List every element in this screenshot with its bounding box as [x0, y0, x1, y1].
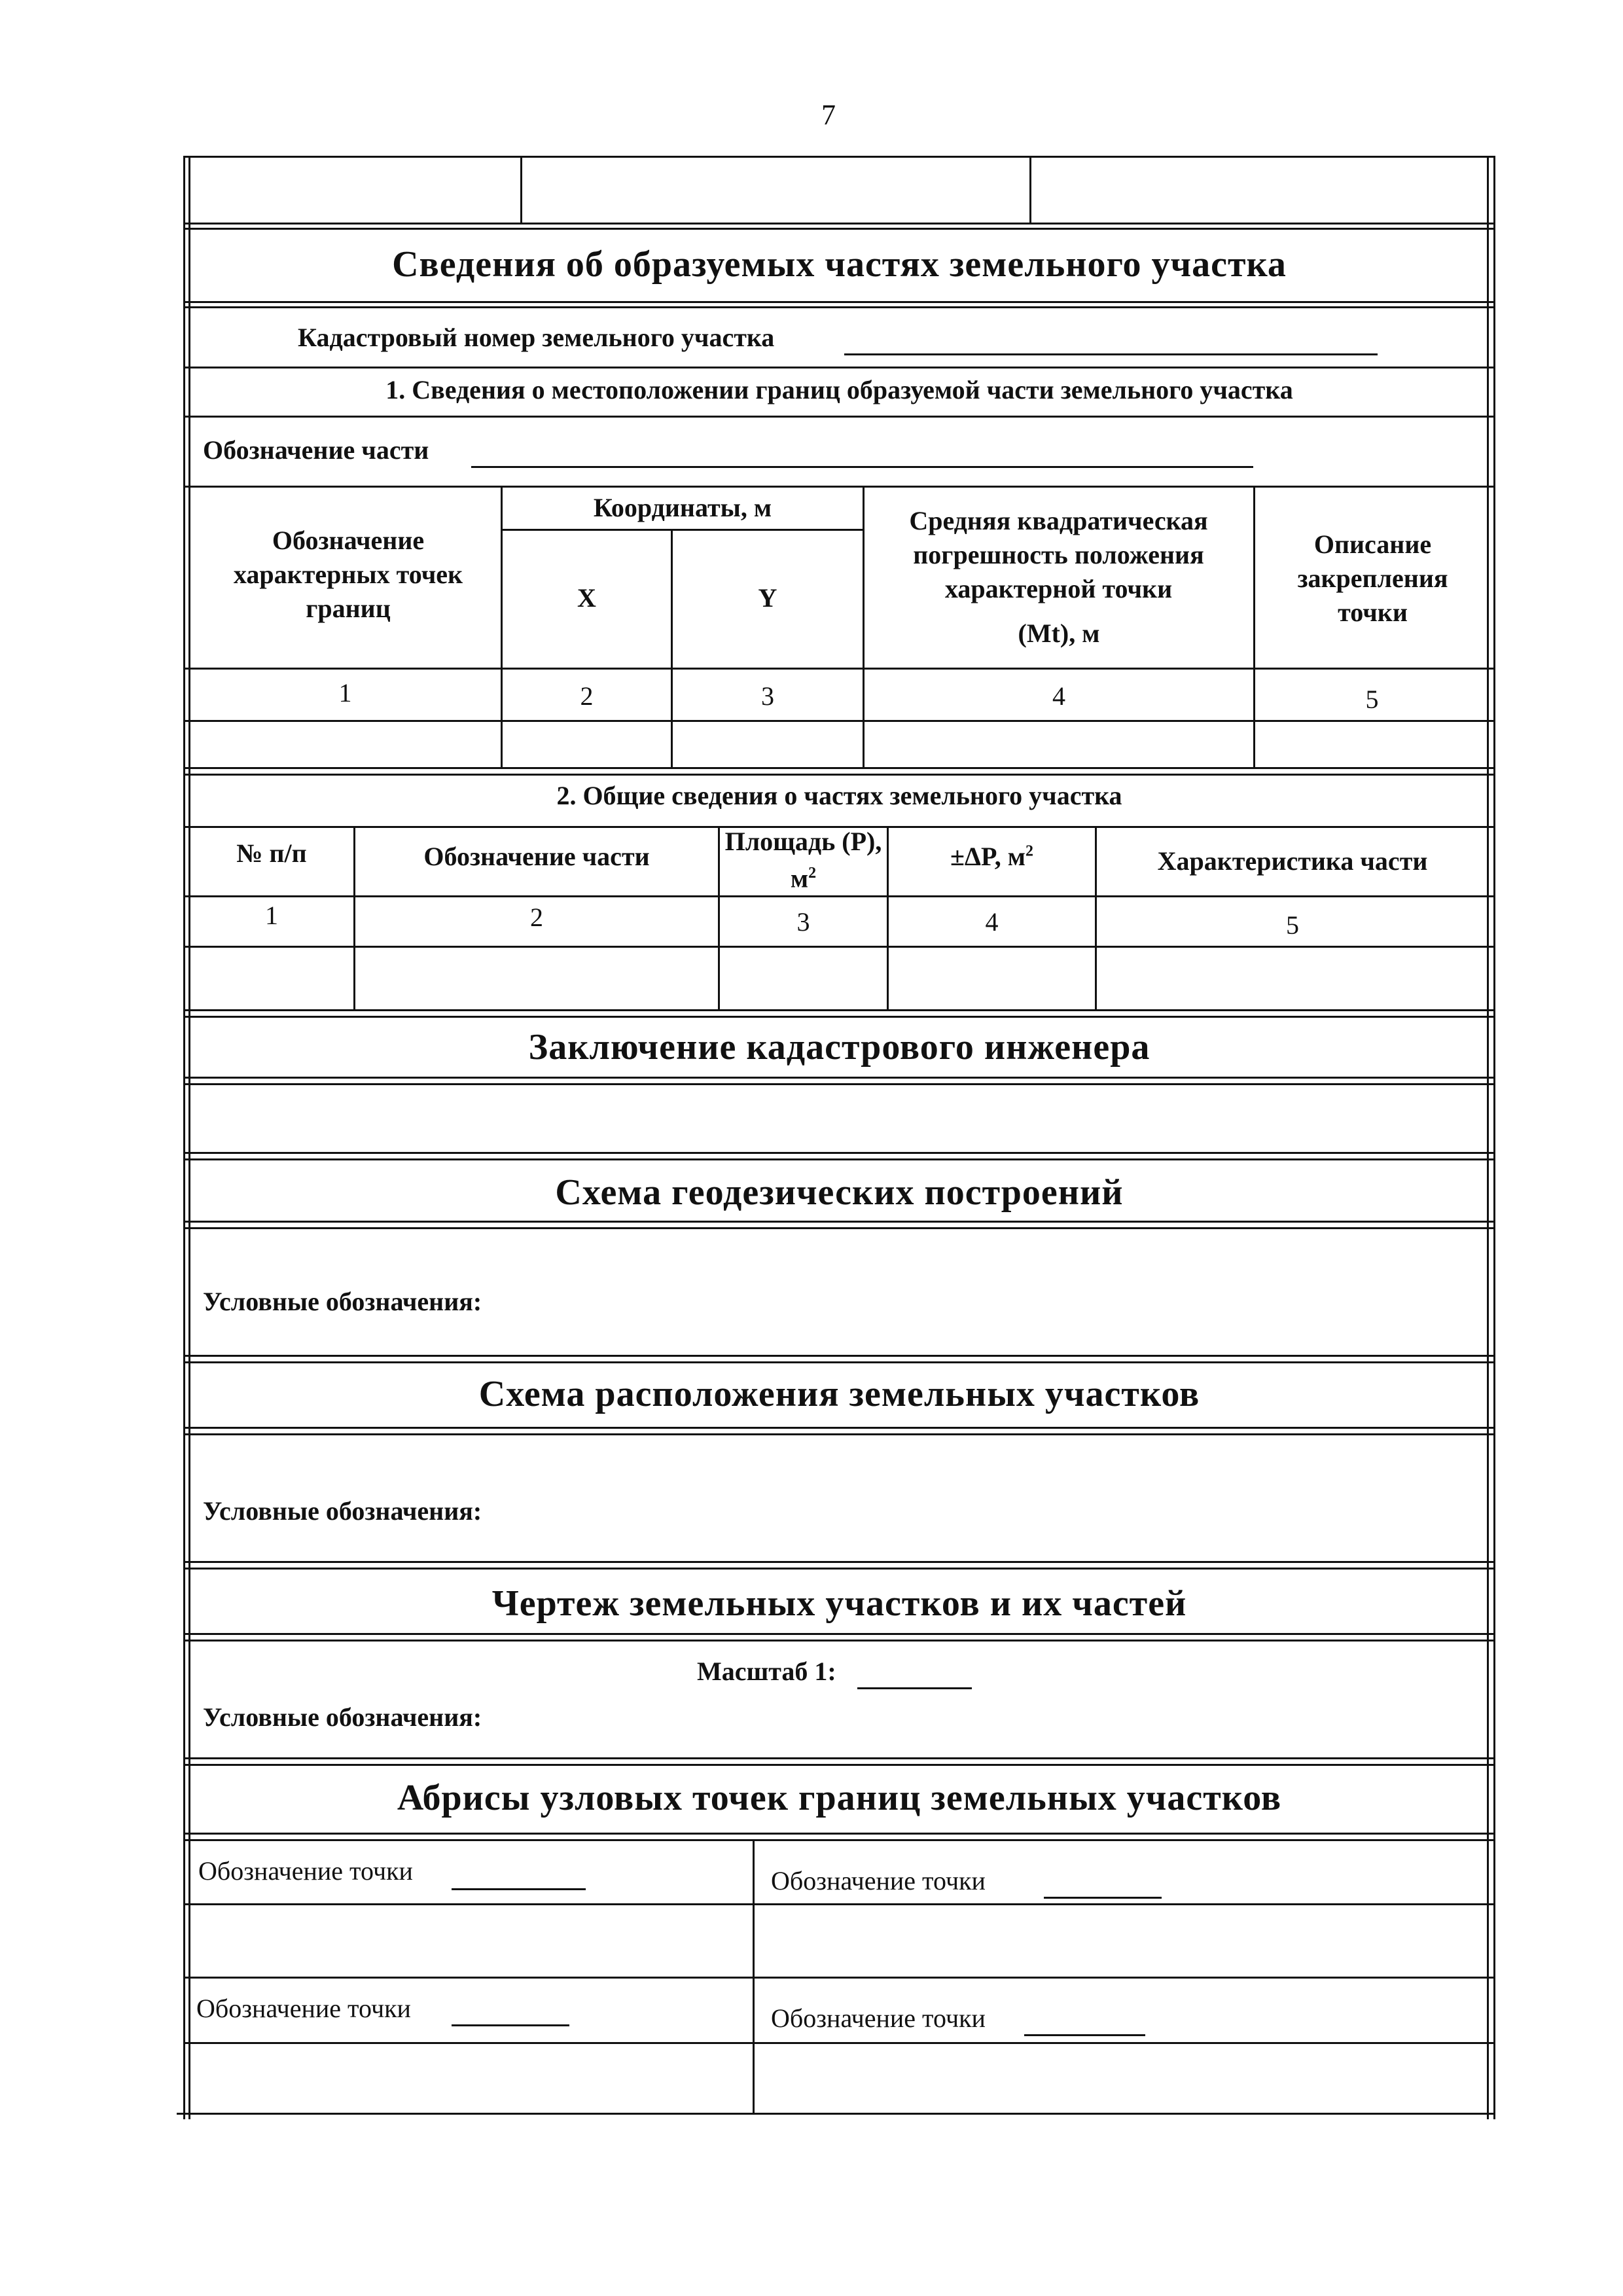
- general-num-3: 3: [796, 907, 810, 937]
- delta-sup: 2: [1026, 842, 1034, 860]
- part-designation-label: Обозначение части: [203, 435, 429, 465]
- coord-x-header: X: [577, 583, 596, 613]
- coord-num-1: 1: [338, 678, 352, 708]
- general-num-4: 4: [985, 907, 999, 937]
- coord-group-header: Координаты, м: [593, 493, 772, 522]
- coord-num-3: 3: [761, 681, 774, 711]
- drawing-scale-label: Масштаб 1:: [697, 1657, 836, 1686]
- drawing-scale-field[interactable]: [857, 1687, 972, 1689]
- coord-num-4: 4: [1052, 681, 1065, 711]
- layout-scheme-title: Схема расположения земельных участков: [478, 1374, 1200, 1414]
- coord-num-5: 5: [1365, 685, 1379, 714]
- geodesic-title: Схема геодезических построений: [555, 1172, 1124, 1213]
- coord-col-description-header: Описание закрепления точки: [1297, 529, 1448, 627]
- general-heading: 2. Общие сведения о частях земельного участка: [556, 781, 1122, 810]
- part-designation-field[interactable]: [471, 466, 1253, 468]
- cadastral-number-label: Кадастровый номер земельного участка: [298, 323, 775, 352]
- general-num-5: 5: [1286, 910, 1299, 940]
- abris-point-field-4[interactable]: [1024, 2034, 1145, 2036]
- layout-scheme-legend-label: Условные обозначения:: [203, 1496, 482, 1526]
- abris-point-field-1[interactable]: [452, 1888, 586, 1890]
- general-col-delta-text: ±ΔP, м: [950, 842, 1026, 871]
- general-col-delta-header: [889, 841, 1095, 872]
- drawing-legend-label: Условные обозначения:: [203, 1702, 482, 1732]
- abris-point-label-1: Обозначение точки: [198, 1856, 413, 1886]
- geodesic-legend-label: Условные обозначения:: [203, 1287, 482, 1316]
- area-sup: 2: [808, 865, 817, 882]
- general-col-area-text: Площадь (P), м: [724, 827, 882, 893]
- coord-y-header: Y: [758, 583, 777, 613]
- page-number: 7: [821, 99, 836, 131]
- general-num-1: 1: [265, 901, 278, 930]
- general-col-area-header: [720, 826, 887, 894]
- coord-col-point-header: Обозначение характерных точек границ: [233, 526, 463, 623]
- abrisy-title: Абрисы узловых точек границ земельных участков: [397, 1778, 1282, 1818]
- abris-point-label-3: Обозначение точки: [196, 1994, 411, 2023]
- general-col-part-header: Обозначение части: [423, 842, 650, 871]
- abris-point-label-2: Обозначение точки: [771, 1866, 986, 1895]
- abris-point-field-3[interactable]: [452, 2024, 569, 2026]
- general-col-characteristic-header: Характеристика части: [1157, 846, 1428, 876]
- coord-num-2: 2: [580, 681, 594, 711]
- coord-col-error-header: Средняя квадратическая погрешность положения характерной точки: [909, 506, 1208, 603]
- location-heading: 1. Сведения о местоположении границ образуемой части земельного участка: [385, 375, 1293, 404]
- drawing-title: Чертеж земельных участков и их частей: [491, 1583, 1187, 1624]
- coord-col-error-unit: (Mt), м: [1018, 619, 1100, 648]
- general-num-2: 2: [530, 903, 543, 932]
- conclusion-title: Заключение кадастрового инженера: [528, 1027, 1150, 1067]
- general-col-num-header: № п/п: [236, 838, 307, 868]
- parts-section-title: Сведения об образуемых частях земельного участка: [392, 244, 1287, 285]
- abris-point-label-4: Обозначение точки: [771, 2003, 986, 2033]
- abris-point-field-2[interactable]: [1044, 1897, 1162, 1899]
- cadastral-number-field[interactable]: [844, 353, 1378, 355]
